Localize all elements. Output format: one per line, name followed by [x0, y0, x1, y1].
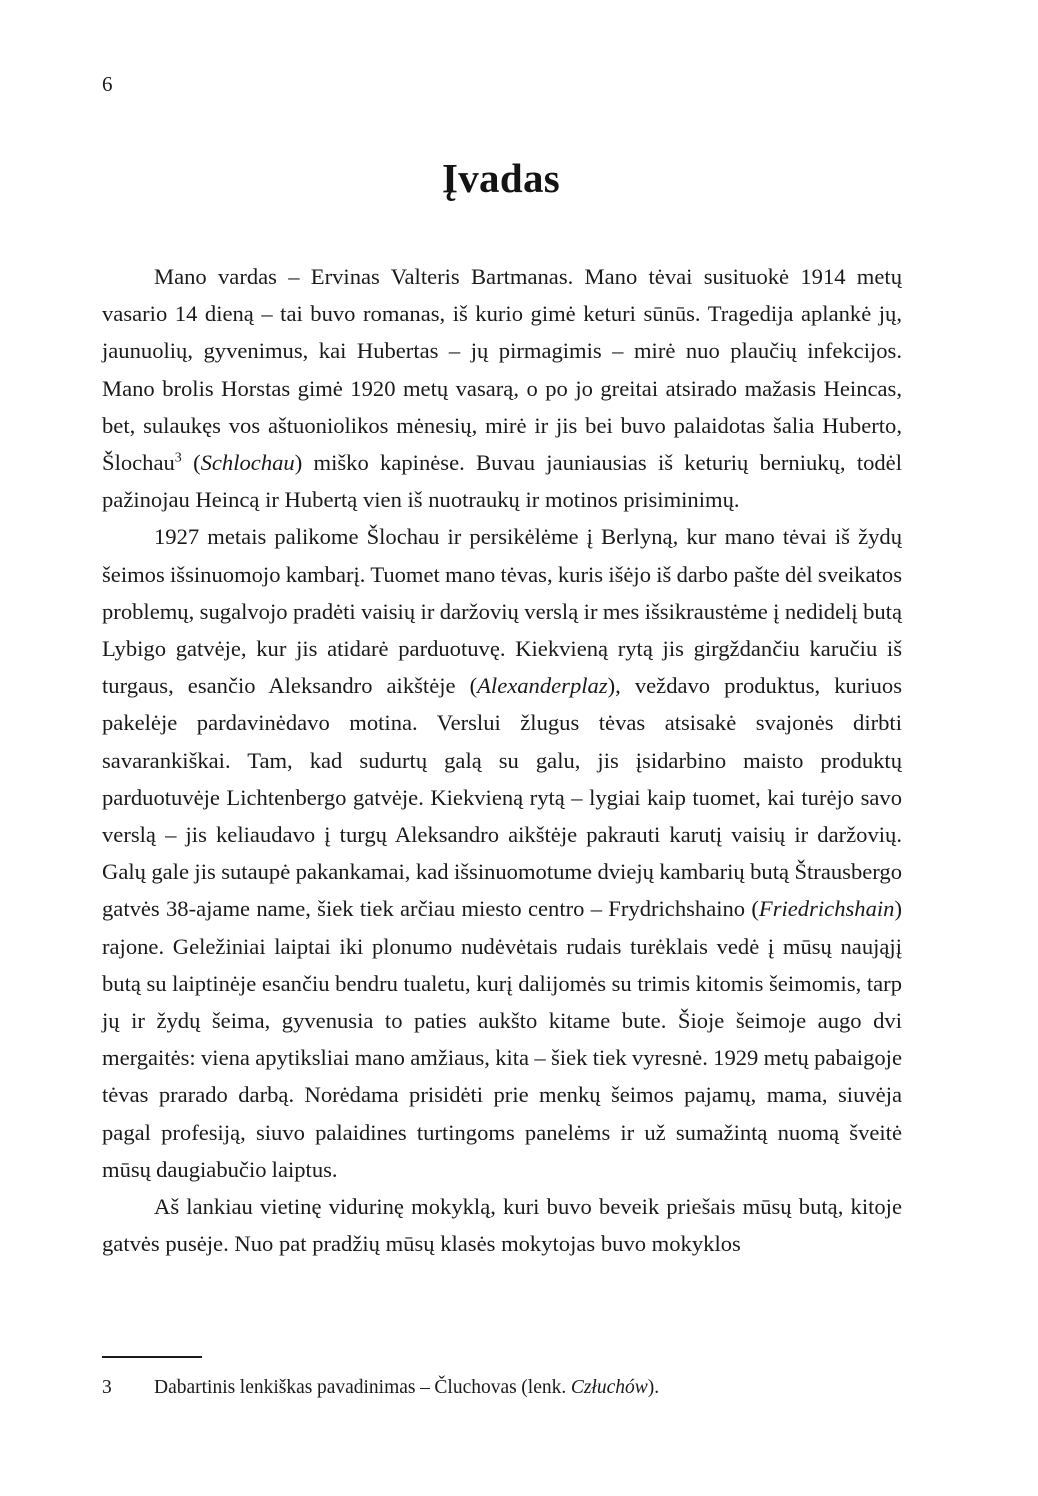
footnote-reference[interactable]: 3: [174, 450, 182, 466]
paragraph: Aš lankiau vietinę vidurinę mokyklą, kuri buvo beveik priešais mūsų butą, kitoje gatvės pusėje. Nuo pat pradžių mūsų klasės mokytojas buvo mokyklos: [102, 1194, 902, 1257]
page-number: 6: [102, 72, 113, 96]
italic-term: Człuchów: [570, 1377, 648, 1398]
footnote-number: 3: [102, 1377, 112, 1398]
paragraph: Mano vardas – Ervinas Valteris Bartmanas. Mano tėvai susituokė 1914 metų vasario 14 dieną – tai buvo romanas, iš kurio gimė keturi sūnūs. Tragedija aplankė jų, jaunuolių, gyvenimus, kai Hubertas – jų pirmagimis – mirė nuo plaučių infekcijos. Mano brolis Horstas gimė 1920 metų vasarą, o po jo greitai atsirado mažasis Heincas, bet, sulaukęs vos aštuoniolikos mėnesių, mirė ir jis bei buvo palaidotas šalia Huberto, Šlochau$^3$ (Schlochau) miško kapinėse. Buvau jauniausias iš keturių berniukų, todėl pažinojau Heincą ir Hubertą vien iš nuotraukų ir motinos prisiminimų.: [102, 264, 902, 513]
footnote-area: [102, 1356, 902, 1401]
paragraph: 1927 metais palikome Šlochau ir persikėlėme į Berlyną, kur mano tėvai iš žydų šeimos išsinuomojo kambarį. Tuomet mano tėvas, kuris išėjo iš darbo pašte dėl sveikatos problemų, sugalvojo pradėti vaisių ir daržovių verslą ir mes išsikraustėme į nedidelį butą Lybigo gatvėje, kur jis atidarė parduotuvę. Kiekvieną rytą jis girgždančiu karučiu iš turgaus, esančio Aleksandro aikštėje (Alexanderplaz), veždavo produktus, kuriuos pakelėje pardavinėdavo motina. Verslui žlugus tėvas atsisakė svajonės dirbti savarankiškai. Tam, kad sudurtų galą su galu, jis įsidarbino maisto produktų parduotuvėje Lichtenbergo gatvėje. Kiekvieną rytą – lygiai kaip tuomet, kai turėjo savo verslą – jis keliaudavo į turgų Aleksandro aikštėje pakrauti karutį vaisių ir daržovių. Galų gale jis sutaupė pakankamai, kad išsinuomotume dviejų kambarių butą Štrausbergo gatvės 38-ajame name, šiek tiek arčiau miesto centro – Frydrichshaino (Friedrichshain) rajone. Geležiniai laiptai iki plonumo nudėvėtais rudais turėklais vedė į mūsų naująjį butą su laiptinėje esančiu bendru tualetu, kurį dalijomės su trimis kitomis šeimomis, tarp jų ir žydų šeima, gyvenusia to paties aukšto kitame bute. Šioje šeimoje augo dvi mergaitės: viena apytiksliai mano amžiaus, kita – šiek tiek vyresnė. 1929 metų pabaigoje tėvas prarado darbą. Norėdama prisidėti prie menkų šeimos pajamų, mama, siuvėja pagal profesiją, siuvo palaidines turtingoms panelėms ir už sumažintą nuomą šveitė mūsų daugiabučio laiptus.: [102, 524, 902, 1182]
footnote-text: Dabartinis lenkiškas pavadinimas – Čluchovas (lenk. Człuchów).: [154, 1377, 660, 1398]
page-title: Įvadas: [441, 155, 560, 202]
italic-term: Friedrichshain: [758, 896, 895, 922]
footnote-item: [102, 1374, 902, 1401]
footnote-separator-rule: [102, 1356, 202, 1358]
body-text-column: [102, 258, 902, 1262]
italic-term: Schlochau: [200, 450, 295, 476]
italic-term: Alexanderplaz: [477, 673, 608, 699]
